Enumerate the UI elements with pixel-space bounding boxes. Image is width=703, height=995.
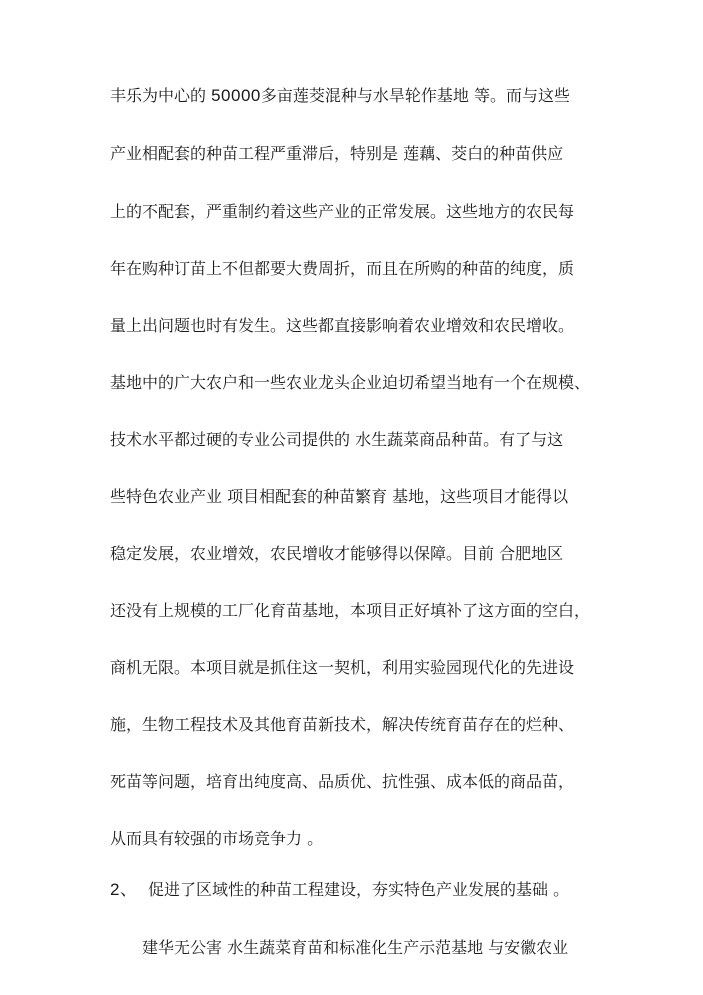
text-line-9: 稳定发展，农业增效，农民增收才能够得以保障。目前 合肥地区: [110, 544, 564, 563]
text-segment: 丰乐为中心的: [110, 86, 212, 105]
text-line-12: 施，生物工程技术及其他育苗新技术，解决传统育苗存在的烂种、: [110, 715, 575, 734]
section-heading-text: 促进了区域性的种苗工程建设，夯实特色产业发展的基础 。: [148, 880, 570, 899]
text-line-11: 商机无限。本项目就是抓住这一契机，利用实验园现代化的先进设: [110, 658, 575, 677]
text-line-8: 些特色农业产业 项目相配套的种苗繁育 基地，这些项目才能得以: [110, 487, 569, 506]
text-line-6: 基地中的广大农户和一些农业龙头企业迫切希望当地有一个在规模、: [110, 373, 591, 392]
text-line-4: 年在购种订苗上不但都要大费周折，而且在所购的种苗的纯度，质: [110, 259, 575, 278]
text-line-10: 还没有上规模的工厂化育苗基地，本项目正好填补了这方面的空白，: [110, 601, 591, 620]
text-line-2: 产业相配套的种苗工程严重滞后，特别是 莲藕、茭白的种苗供应: [110, 144, 564, 163]
text-line-1: [110, 86, 570, 106]
text-segment: 多亩莲茭混种与水旱轮作基地 等。而与这些: [260, 86, 570, 105]
number-value: 50000: [211, 86, 261, 105]
text-line-3: 上的不配套，严重制约着这些产业的正常发展。这些地方的农民每: [110, 202, 575, 221]
text-line-14: 从而具有较强的市场竞争力 。: [110, 829, 324, 848]
text-line-13: 死苗等问题，培育出纯度高、品质优、抗性强、成本低的商品苗，: [110, 772, 575, 791]
paragraph-start: 建华无公害 水生蔬菜育苗和标准化生产示范基地 与安徽农业: [142, 938, 569, 957]
text-line-7: 技术水平都过硬的专业公司提供的 水生蔬菜商品种苗。有了与这: [110, 430, 564, 449]
section-number: 2、: [110, 880, 138, 899]
section-heading: [110, 880, 569, 900]
text-line-5: 量上出问题也时有发生。这些都直接影响着农业增效和农民增收。: [110, 316, 575, 335]
